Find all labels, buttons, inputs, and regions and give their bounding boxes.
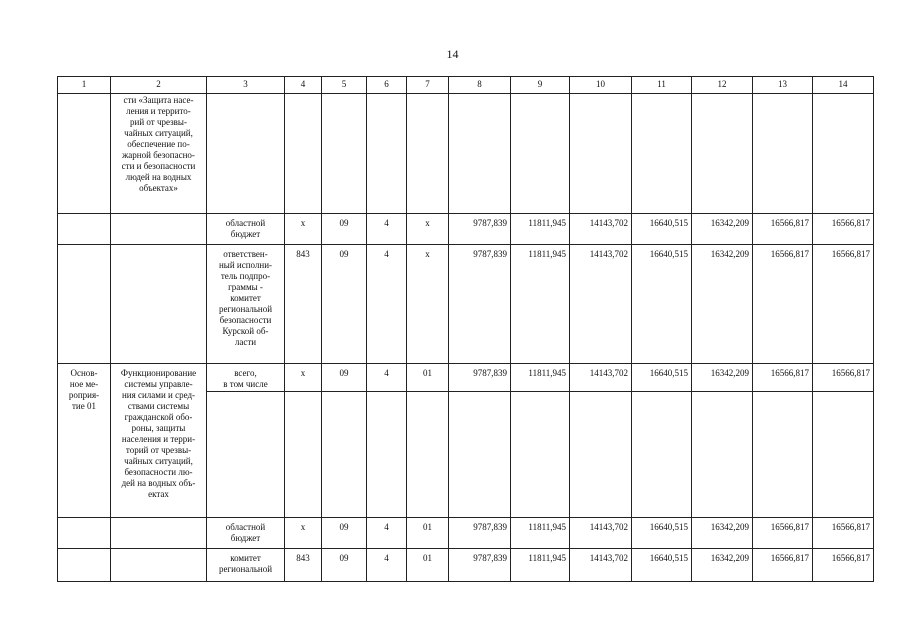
table-cell: 16566,817 (813, 214, 874, 245)
header-cell: 6 (367, 77, 407, 94)
table-cell: 14143,702 (570, 245, 632, 364)
table-cell (322, 392, 367, 518)
table-cell (449, 392, 511, 518)
header-cell: 1 (58, 77, 111, 94)
table-cell: 09 (322, 245, 367, 364)
table-row (58, 364, 874, 392)
table-cell (753, 94, 813, 214)
table-cell (367, 392, 407, 518)
table-cell: 16342,209 (692, 364, 753, 392)
table-cell: 11811,945 (511, 245, 570, 364)
table-cell: 4 (367, 214, 407, 245)
table-cell: 16566,817 (753, 518, 813, 549)
table-cell: 09 (322, 364, 367, 392)
header-row (58, 77, 874, 94)
table-cell (449, 94, 511, 214)
table-cell (58, 518, 111, 549)
table-cell (367, 94, 407, 214)
table-cell: сти «Защита насе- ления и террито- рий от чрезвы- чайных ситуаций, обеспечение по- жарной безопасно- сти и безопасности людей на водных объектах» (111, 94, 207, 214)
table-cell: 16566,817 (813, 549, 874, 582)
table-cell (58, 549, 111, 582)
header-cell: 2 (111, 77, 207, 94)
table-cell: 16342,209 (692, 214, 753, 245)
table-cell (58, 245, 111, 364)
table-cell: 16566,817 (753, 245, 813, 364)
table-cell: 14143,702 (570, 214, 632, 245)
table-cell: Функционирование системы управле- ния силами и сред- ствами системы гражданской обо- роны, защиты населения и терри- торий от чрезвы- чайных ситуаций, безопасности лю- дей на водных объ- ектах (111, 364, 207, 518)
table-cell: 9787,839 (449, 245, 511, 364)
table-cell: 11811,945 (511, 518, 570, 549)
table-cell: 16640,515 (632, 549, 692, 582)
table-cell: 9787,839 (449, 214, 511, 245)
table-cell (207, 392, 285, 518)
table-cell: 843 (285, 549, 322, 582)
table-cell: 16640,515 (632, 518, 692, 549)
budget-table (57, 76, 874, 582)
table-cell: х (407, 214, 449, 245)
table-cell (407, 392, 449, 518)
table-cell: Основ- ное ме- роприя- тие 01 (58, 364, 111, 518)
table-cell: 4 (367, 364, 407, 392)
table-cell: 843 (285, 245, 322, 364)
page-number: 14 (446, 47, 459, 61)
table-cell: 11811,945 (511, 549, 570, 582)
table-cell (58, 94, 111, 214)
header-cell: 7 (407, 77, 449, 94)
table-cell: 16640,515 (632, 364, 692, 392)
table-cell (813, 392, 874, 518)
header-cell: 3 (207, 77, 285, 94)
header-cell: 5 (322, 77, 367, 94)
table-cell: 16566,817 (753, 364, 813, 392)
table-cell (692, 392, 753, 518)
table-cell: областной бюджет (207, 518, 285, 549)
table-row (58, 94, 874, 214)
table-cell: 4 (367, 549, 407, 582)
table-row (58, 518, 874, 549)
table-cell: 09 (322, 214, 367, 245)
table-cell (111, 214, 207, 245)
table-cell: областной бюджет (207, 214, 285, 245)
table-cell: 14143,702 (570, 518, 632, 549)
header-cell: 13 (753, 77, 813, 94)
table-cell: х (285, 364, 322, 392)
table-cell: 16566,817 (813, 518, 874, 549)
table-cell (632, 94, 692, 214)
table-cell: 16566,817 (753, 549, 813, 582)
table-cell: 01 (407, 364, 449, 392)
table-cell: 16640,515 (632, 245, 692, 364)
header-cell: 12 (692, 77, 753, 94)
table-cell (570, 94, 632, 214)
table-cell (407, 94, 449, 214)
table-cell (285, 94, 322, 214)
table-cell: х (285, 518, 322, 549)
header-cell: 4 (285, 77, 322, 94)
table-cell: 9787,839 (449, 364, 511, 392)
table-cell: 16342,209 (692, 245, 753, 364)
table-cell (511, 392, 570, 518)
table-cell: 16342,209 (692, 518, 753, 549)
table-cell: 11811,945 (511, 214, 570, 245)
table-cell: 16566,817 (813, 245, 874, 364)
table-cell: 9787,839 (449, 549, 511, 582)
table-cell: 16342,209 (692, 549, 753, 582)
table-cell: 11811,945 (511, 364, 570, 392)
table-row (58, 245, 874, 364)
table-cell: ответствен- ный исполни- тель подпро- граммы - комитет региональной безопасности Курской об- ласти (207, 245, 285, 364)
table-row (58, 549, 874, 582)
header-cell: 8 (449, 77, 511, 94)
table-cell (111, 518, 207, 549)
table-cell (813, 94, 874, 214)
table-cell: 9787,839 (449, 518, 511, 549)
table-cell: 09 (322, 518, 367, 549)
table-cell (511, 94, 570, 214)
header-cell: 9 (511, 77, 570, 94)
table-cell: 16640,515 (632, 214, 692, 245)
table-cell (111, 549, 207, 582)
table-cell: всего, в том числе (207, 364, 285, 392)
table-cell (322, 94, 367, 214)
table-cell: 4 (367, 518, 407, 549)
table-cell: комитет региональной (207, 549, 285, 582)
table-cell: 16566,817 (813, 364, 874, 392)
table-cell: 14143,702 (570, 549, 632, 582)
table-cell (285, 392, 322, 518)
table-cell: 4 (367, 245, 407, 364)
header-cell: 14 (813, 77, 874, 94)
table-cell (753, 392, 813, 518)
table-cell (632, 392, 692, 518)
table-cell: 01 (407, 549, 449, 582)
table-cell (207, 94, 285, 214)
table-cell: 01 (407, 518, 449, 549)
table-cell (58, 214, 111, 245)
table-cell (111, 245, 207, 364)
table-cell (570, 392, 632, 518)
table-cell (692, 94, 753, 214)
table-row (58, 214, 874, 245)
table-cell: 16566,817 (753, 214, 813, 245)
table-cell: 09 (322, 549, 367, 582)
header-cell: 11 (632, 77, 692, 94)
header-cell: 10 (570, 77, 632, 94)
table-cell: 14143,702 (570, 364, 632, 392)
table-cell: х (285, 214, 322, 245)
table-cell: х (407, 245, 449, 364)
